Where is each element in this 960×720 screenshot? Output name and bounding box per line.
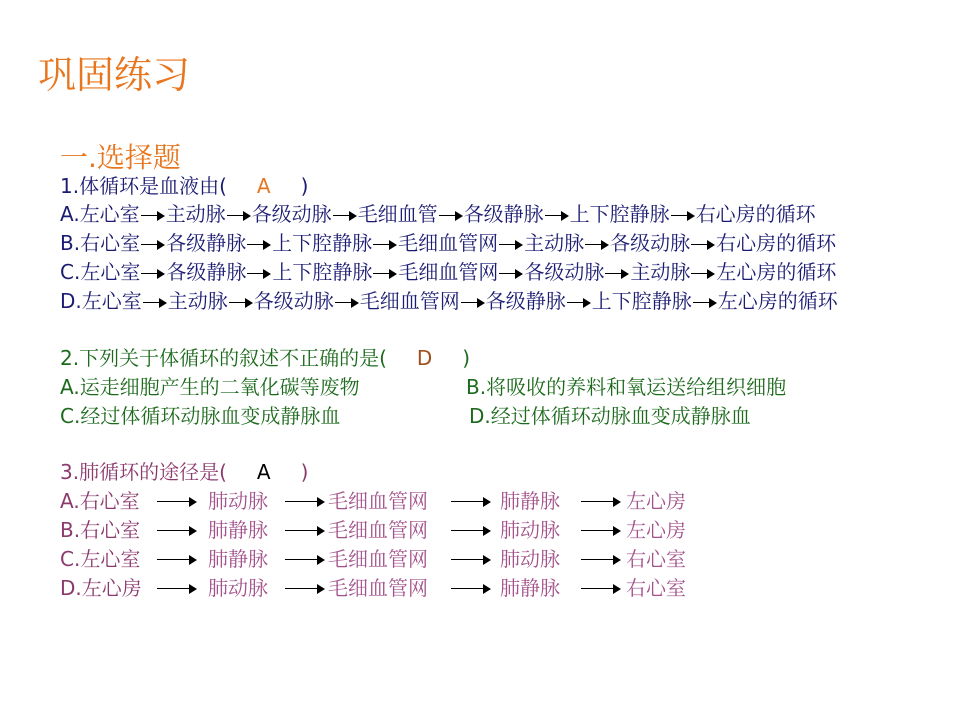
option-step: 各级动脉 bbox=[251, 202, 332, 226]
arrow-icon bbox=[567, 298, 591, 308]
option-label: A. bbox=[60, 489, 80, 513]
arrow-icon bbox=[451, 526, 491, 536]
option-label: D. bbox=[60, 289, 82, 313]
arrow-icon bbox=[691, 269, 715, 279]
arrow-icon bbox=[451, 497, 491, 507]
option-step: 肺动脉 bbox=[500, 547, 560, 571]
option-step: 左心房 bbox=[81, 576, 142, 600]
option-label: D. bbox=[60, 576, 82, 600]
arrow-icon bbox=[581, 497, 621, 507]
q1-option-b bbox=[60, 230, 836, 256]
option-text: 将吸收的养料和氧运送给组织细胞 bbox=[486, 375, 787, 399]
option-step: 主动脉 bbox=[167, 289, 228, 313]
option-text: 经过体循环动脉血变成静脉血 bbox=[490, 404, 751, 428]
q1-close: ) bbox=[300, 174, 309, 198]
option-label: C. bbox=[60, 547, 81, 571]
arrow-icon bbox=[605, 269, 629, 279]
option-step: 右心室 bbox=[79, 489, 140, 513]
q3-stem bbox=[60, 459, 308, 485]
option-label: B. bbox=[60, 231, 81, 255]
option-step: 各级静脉 bbox=[166, 260, 247, 284]
option-step: 毛细血管网 bbox=[328, 547, 428, 571]
arrow-icon bbox=[451, 555, 491, 565]
q1-stem-text: 1.体循环是血液由( bbox=[60, 174, 227, 198]
section-heading: 一.选择题 bbox=[60, 141, 181, 174]
arrow-icon bbox=[581, 526, 621, 536]
option-step: 各级动脉 bbox=[253, 289, 334, 313]
arrow-icon bbox=[333, 211, 357, 221]
arrow-icon bbox=[691, 240, 715, 250]
arrow-icon bbox=[141, 240, 165, 250]
option-step: 左心房的循环 bbox=[717, 289, 838, 313]
option-step: 各级静脉 bbox=[463, 202, 544, 226]
option-step: 肺静脉 bbox=[500, 489, 560, 513]
option-text: 经过体循环动脉血变成静脉血 bbox=[80, 404, 341, 428]
q1-option-c bbox=[60, 259, 836, 285]
arrow-icon bbox=[581, 555, 621, 565]
option-step: 上下腔静脉 bbox=[591, 289, 692, 313]
option-step: 各级动脉 bbox=[524, 260, 605, 284]
option-label: B. bbox=[466, 375, 487, 399]
arrow-icon bbox=[157, 555, 197, 565]
arrow-icon bbox=[585, 240, 609, 250]
arrow-icon bbox=[247, 240, 271, 250]
q3-answer: A bbox=[256, 460, 271, 484]
arrow-icon bbox=[693, 298, 717, 308]
option-step: 肺静脉 bbox=[500, 576, 560, 600]
arrow-icon bbox=[581, 584, 621, 594]
arrow-icon bbox=[141, 269, 165, 279]
option-first bbox=[60, 488, 140, 514]
arrow-icon bbox=[335, 298, 359, 308]
option-first bbox=[60, 517, 140, 543]
option-step: 肺静脉 bbox=[208, 518, 268, 542]
option-step: 毛细血管网 bbox=[359, 289, 460, 313]
q1-answer: A bbox=[256, 174, 271, 198]
option-step: 右心室 bbox=[80, 518, 141, 542]
arrow-icon bbox=[461, 298, 485, 308]
arrow-icon bbox=[373, 269, 397, 279]
option-step: 毛细血管 bbox=[357, 202, 438, 226]
option-step: 各级动脉 bbox=[610, 231, 691, 255]
option-step: 上下腔静脉 bbox=[272, 260, 373, 284]
option-step: 主动脉 bbox=[524, 231, 585, 255]
option-first bbox=[60, 546, 140, 572]
option-step: 毛细血管网 bbox=[398, 260, 499, 284]
q1-stem bbox=[60, 173, 308, 199]
option-step: 肺动脉 bbox=[208, 576, 268, 600]
q1-option-d bbox=[60, 288, 838, 314]
option-step: 左心室 bbox=[79, 202, 140, 226]
arrow-icon bbox=[671, 211, 695, 221]
q3-stem-text: 3.肺循环的途径是( bbox=[60, 460, 227, 484]
option-label: A. bbox=[60, 202, 80, 226]
q2-option-a bbox=[60, 374, 360, 400]
option-step: 右心室 bbox=[626, 576, 686, 600]
option-step: 左心房的循环 bbox=[716, 260, 837, 284]
q2-stem bbox=[60, 345, 470, 371]
arrow-icon bbox=[451, 584, 491, 594]
option-step: 肺动脉 bbox=[500, 518, 560, 542]
option-step: 毛细血管网 bbox=[328, 576, 428, 600]
arrow-icon bbox=[285, 584, 325, 594]
option-label: C. bbox=[60, 260, 81, 284]
arrow-icon bbox=[141, 211, 165, 221]
option-label: B. bbox=[60, 518, 81, 542]
option-step: 左心室 bbox=[80, 547, 141, 571]
option-label: A. bbox=[60, 375, 80, 399]
arrow-icon bbox=[157, 497, 197, 507]
q3-close: ) bbox=[300, 460, 309, 484]
option-step: 右心房的循环 bbox=[716, 231, 837, 255]
option-step: 各级静脉 bbox=[166, 231, 247, 255]
option-step: 毛细血管网 bbox=[398, 231, 499, 255]
option-step: 肺静脉 bbox=[208, 547, 268, 571]
option-step: 左心房 bbox=[626, 489, 686, 513]
option-step: 右心房的循环 bbox=[695, 202, 816, 226]
option-step: 左心房 bbox=[626, 518, 686, 542]
arrow-icon bbox=[157, 526, 197, 536]
option-label: C. bbox=[60, 404, 81, 428]
option-first bbox=[60, 575, 142, 601]
q2-answer: D bbox=[416, 346, 433, 370]
option-step: 毛细血管网 bbox=[328, 489, 428, 513]
arrow-icon bbox=[545, 211, 569, 221]
option-step: 右心室 bbox=[80, 231, 141, 255]
arrow-icon bbox=[229, 298, 253, 308]
q1-option-a bbox=[60, 201, 816, 227]
q2-option-d bbox=[469, 403, 751, 429]
option-step: 上下腔静脉 bbox=[569, 202, 670, 226]
arrow-icon bbox=[157, 584, 197, 594]
arrow-icon bbox=[285, 555, 325, 565]
option-label: D. bbox=[469, 404, 491, 428]
option-step: 肺动脉 bbox=[208, 489, 268, 513]
option-step: 左心室 bbox=[80, 260, 141, 284]
option-step: 右心室 bbox=[626, 547, 686, 571]
arrow-icon bbox=[227, 211, 251, 221]
option-step: 主动脉 bbox=[165, 202, 226, 226]
q2-stem-text: 2.下列关于体循环的叙述不正确的是( bbox=[60, 346, 387, 370]
arrow-icon bbox=[499, 240, 523, 250]
slide-title: 巩固练习 bbox=[38, 53, 191, 97]
q2-close: ) bbox=[462, 346, 471, 370]
option-step: 主动脉 bbox=[630, 260, 691, 284]
arrow-icon bbox=[285, 526, 325, 536]
option-step: 各级静脉 bbox=[485, 289, 566, 313]
option-step: 上下腔静脉 bbox=[272, 231, 373, 255]
arrow-icon bbox=[439, 211, 463, 221]
option-text: 运走细胞产生的二氧化碳等废物 bbox=[79, 375, 360, 399]
arrow-icon bbox=[373, 240, 397, 250]
arrow-icon bbox=[247, 269, 271, 279]
arrow-icon bbox=[285, 497, 325, 507]
option-step: 毛细血管网 bbox=[328, 518, 428, 542]
option-step: 左心室 bbox=[81, 289, 142, 313]
q2-option-c bbox=[60, 403, 340, 429]
q2-option-b bbox=[466, 374, 786, 400]
arrow-icon bbox=[143, 298, 167, 308]
arrow-icon bbox=[499, 269, 523, 279]
